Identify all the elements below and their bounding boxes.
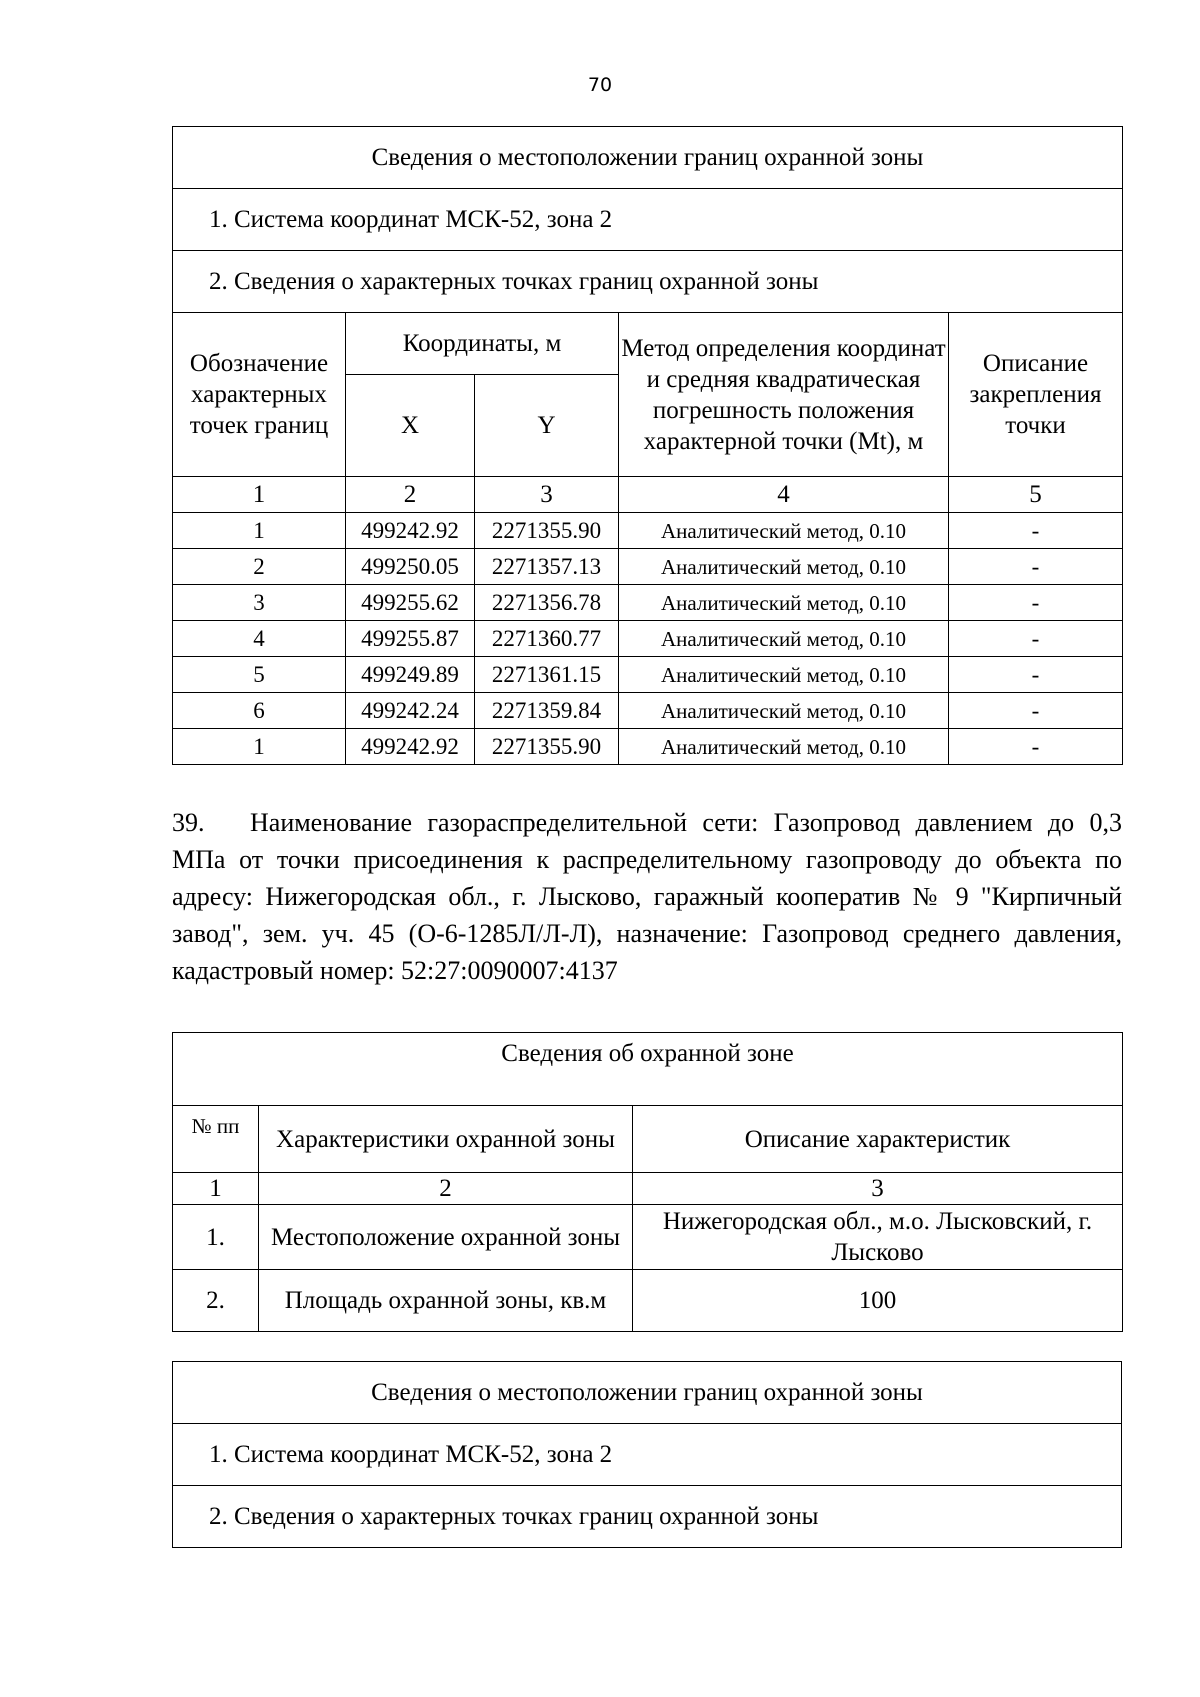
characteristic: Местоположение охранной зоны <box>259 1205 633 1270</box>
coord-y: 2271359.84 <box>475 693 619 729</box>
coord-y: 2271361.15 <box>475 657 619 693</box>
table-row <box>173 693 1123 729</box>
characteristic-description: Нижегородская обл., м.о. Лысковский, г. Лысково <box>633 1205 1123 1270</box>
header-x: X <box>346 375 475 477</box>
coord-x: 499242.24 <box>346 693 475 729</box>
header-method: Метод определения координат и средняя квадратическая погрешность положения характерной точки (Mt), м <box>619 313 949 477</box>
table-title: Сведения о местоположении границ охранной зоны <box>173 1362 1122 1424</box>
fixation-description: - <box>949 729 1123 765</box>
coord-x: 499255.87 <box>346 621 475 657</box>
header-description: Описание характеристик <box>633 1106 1123 1173</box>
method: Аналитический метод, 0.10 <box>619 657 949 693</box>
point-id: 4 <box>173 621 346 657</box>
point-id: 6 <box>173 693 346 729</box>
coord-x: 499249.89 <box>346 657 475 693</box>
method: Аналитический метод, 0.10 <box>619 621 949 657</box>
column-number: 4 <box>619 477 949 513</box>
header-num: № пп <box>173 1106 259 1173</box>
characteristic-description: 100 <box>633 1270 1123 1332</box>
network-description-paragraph <box>172 804 1122 989</box>
column-number: 2 <box>259 1173 633 1205</box>
protection-zone-table <box>172 1032 1123 1332</box>
table-title: Сведения о местоположении границ охранной зоны <box>173 127 1123 189</box>
points-caption: 2. Сведения о характерных точках границ охранной зоны <box>173 1486 1122 1548</box>
header-description: Описание закрепления точки <box>949 313 1123 477</box>
table-row <box>173 549 1123 585</box>
paragraph-number: 39. <box>172 808 205 837</box>
fixation-description: - <box>949 657 1123 693</box>
table-row <box>173 1270 1123 1332</box>
table-row <box>173 1205 1123 1270</box>
coord-x: 499255.62 <box>346 585 475 621</box>
point-id: 5 <box>173 657 346 693</box>
header-y: Y <box>475 375 619 477</box>
method: Аналитический метод, 0.10 <box>619 513 949 549</box>
coord-system: 1. Система координат МСК-52, зона 2 <box>173 189 1123 251</box>
coord-x: 499242.92 <box>346 513 475 549</box>
column-number: 3 <box>633 1173 1123 1205</box>
table-row <box>173 513 1123 549</box>
row-number: 1. <box>173 1205 259 1270</box>
fixation-description: - <box>949 693 1123 729</box>
fixation-description: - <box>949 585 1123 621</box>
column-number: 3 <box>475 477 619 513</box>
column-number: 5 <box>949 477 1123 513</box>
boundary-location-table-2 <box>172 1361 1122 1548</box>
fixation-description: - <box>949 513 1123 549</box>
point-id: 1 <box>173 729 346 765</box>
point-id: 3 <box>173 585 346 621</box>
points-caption: 2. Сведения о характерных точках границ охранной зоны <box>173 251 1123 313</box>
fixation-description: - <box>949 621 1123 657</box>
header-characteristic: Характеристики охранной зоны <box>259 1106 633 1173</box>
method: Аналитический метод, 0.10 <box>619 549 949 585</box>
coord-y: 2271356.78 <box>475 585 619 621</box>
coord-y: 2271357.13 <box>475 549 619 585</box>
coord-x: 499242.92 <box>346 729 475 765</box>
header-coords: Координаты, м <box>346 313 619 375</box>
coord-y: 2271360.77 <box>475 621 619 657</box>
coord-y: 2271355.90 <box>475 729 619 765</box>
row-number: 2. <box>173 1270 259 1332</box>
paragraph-text: Наименование газораспределительной сети: Газопровод давлением до 0,3 МПа от точки присоединения к распределительному газопроводу до объекта по адресу: Нижегородская обл., г. Лысково, гаражный кооператив № 9 "Кирпичный завод", зем. уч. 45 (О-6-1285Л/Л-Л), назначение: Газопровод среднего давления, кадастровый номер: 52:27:0090007:4137 <box>172 808 1122 985</box>
coord-x: 499250.05 <box>346 549 475 585</box>
table-row <box>173 621 1123 657</box>
method: Аналитический метод, 0.10 <box>619 693 949 729</box>
page-number: 70 <box>587 74 613 96</box>
characteristic: Площадь охранной зоны, кв.м <box>259 1270 633 1332</box>
fixation-description: - <box>949 549 1123 585</box>
method: Аналитический метод, 0.10 <box>619 585 949 621</box>
column-number: 2 <box>346 477 475 513</box>
point-id: 2 <box>173 549 346 585</box>
boundary-location-table <box>172 126 1123 765</box>
column-number: 1 <box>173 1173 259 1205</box>
table-row <box>173 585 1123 621</box>
header-designation: Обозначение характерных точек границ <box>173 313 346 477</box>
column-number: 1 <box>173 477 346 513</box>
table-row <box>173 657 1123 693</box>
method: Аналитический метод, 0.10 <box>619 729 949 765</box>
table-row <box>173 729 1123 765</box>
coord-y: 2271355.90 <box>475 513 619 549</box>
coord-system: 1. Система координат МСК-52, зона 2 <box>173 1424 1122 1486</box>
point-id: 1 <box>173 513 346 549</box>
table-title: Сведения об охранной зоне <box>173 1033 1123 1106</box>
